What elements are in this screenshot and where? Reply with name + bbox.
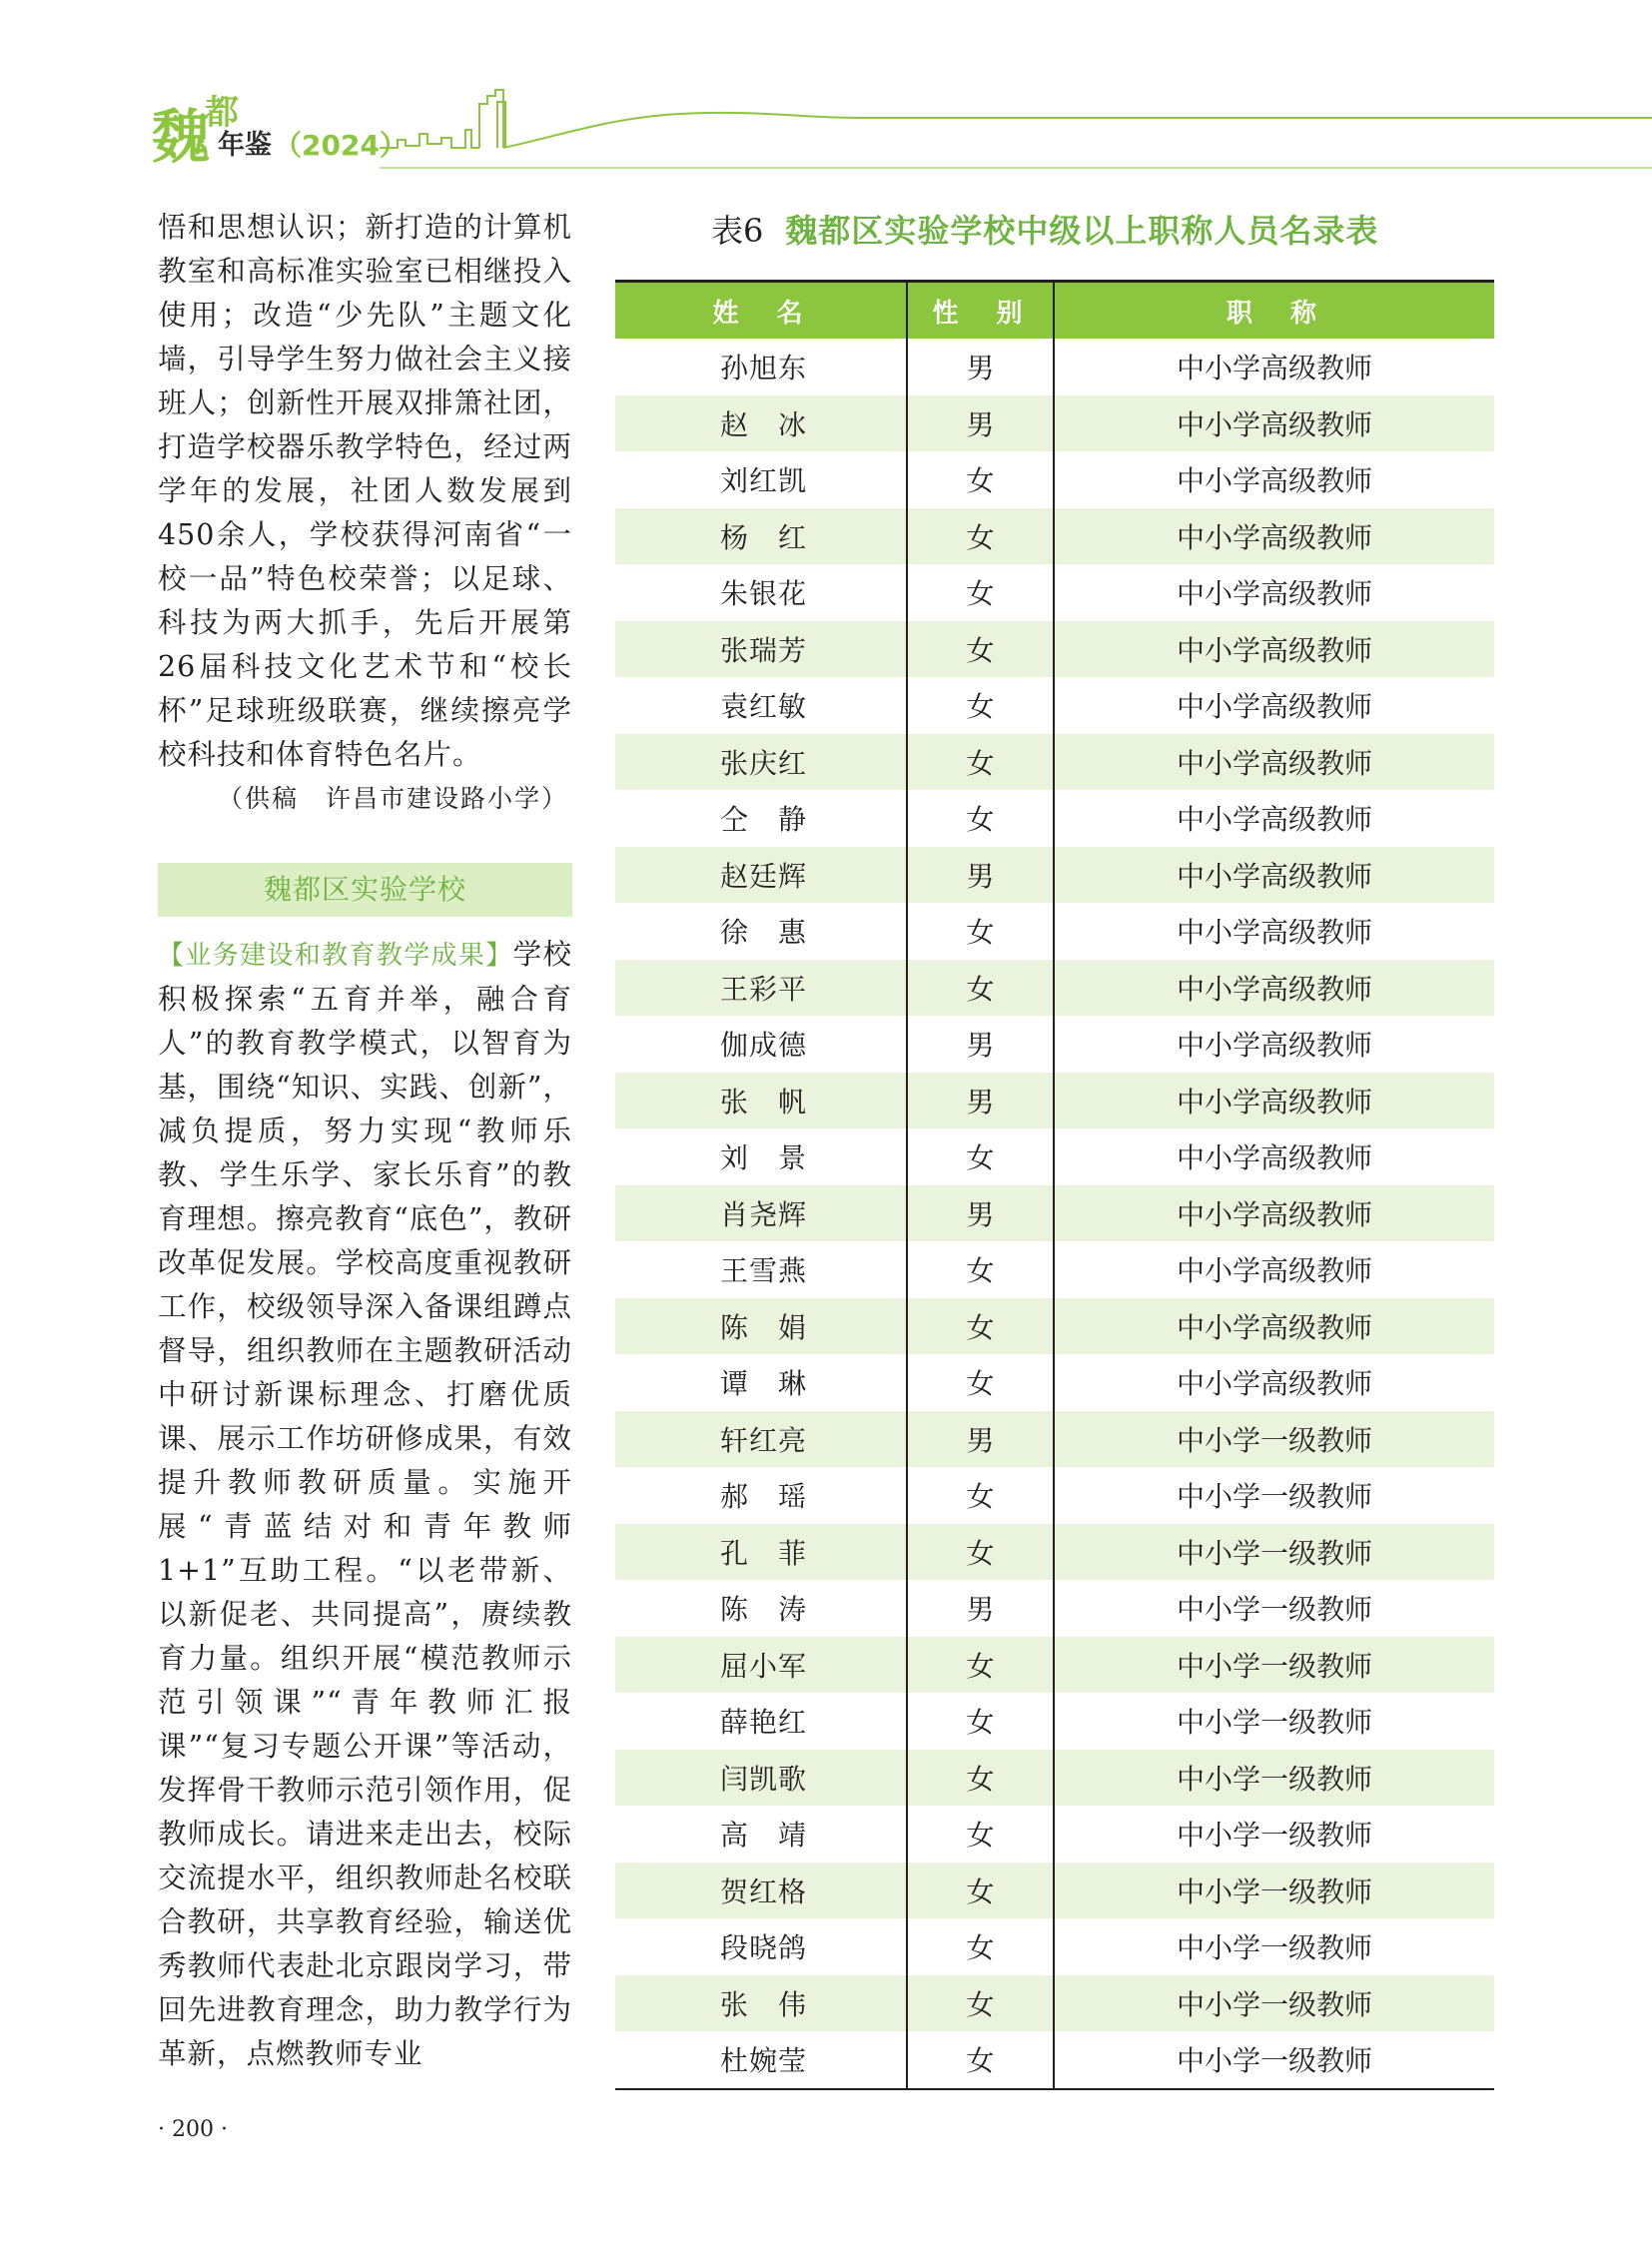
page-number: · 200 · (158, 2117, 228, 2142)
cell-name: 张庆红 (615, 734, 907, 791)
cell-gender: 女 (907, 1354, 1054, 1411)
cell-name: 杨 红 (615, 508, 907, 565)
table-row (615, 339, 1494, 395)
table-row (615, 1975, 1494, 2032)
cell-gender: 女 (907, 564, 1054, 621)
table-row (615, 1467, 1494, 1524)
cell-title: 中小学一级教师 (1176, 1649, 1372, 1683)
table-row (615, 1750, 1494, 1807)
left-column (158, 206, 572, 2076)
table-row (615, 1580, 1494, 1637)
paragraph-keyword: 【业务建设和教育教学成果】 (158, 941, 513, 971)
cell-gender: 女 (907, 1241, 1054, 1298)
cell-title: 中小学高级教师 (1176, 464, 1372, 498)
cell-gender: 女 (907, 1637, 1054, 1694)
table-body (615, 339, 1494, 2089)
cell-gender: 女 (907, 2031, 1054, 2089)
table-row (615, 2031, 1494, 2089)
table-row (615, 1806, 1494, 1863)
cell-gender: 女 (907, 677, 1054, 734)
header-name: 姓 名 (615, 282, 907, 340)
cell-name: 段晓鸽 (615, 1918, 907, 1975)
cell-name: 刘红凯 (615, 451, 907, 508)
table-row (615, 1073, 1494, 1129)
cell-gender: 女 (907, 1298, 1054, 1355)
page-header (0, 0, 1652, 180)
cell-title: 中小学一级教师 (1176, 1819, 1372, 1853)
cell-title: 中小学一级教师 (1176, 1931, 1372, 1965)
cell-title: 中小学一级教师 (1176, 1762, 1372, 1796)
cell-name: 张 伟 (615, 1975, 907, 2032)
paragraph-body (158, 933, 572, 2076)
cell-gender: 女 (907, 1863, 1054, 1919)
cell-title: 中小学高级教师 (1176, 746, 1372, 780)
cell-title: 中小学高级教师 (1176, 1367, 1372, 1401)
cell-name: 谭 琳 (615, 1354, 907, 1411)
cell-name: 赵廷辉 (615, 847, 907, 904)
cell-name: 孔 菲 (615, 1524, 907, 1581)
table-row (615, 1693, 1494, 1750)
cell-gender: 女 (907, 1806, 1054, 1863)
cell-title: 中小学高级教师 (1176, 407, 1372, 441)
cell-title: 中小学一级教师 (1176, 1706, 1372, 1740)
logo-wei: 魏 (152, 103, 211, 171)
cell-gender: 男 (907, 1411, 1054, 1468)
cell-gender: 男 (907, 339, 1054, 395)
cell-gender: 女 (907, 790, 1054, 847)
cell-name: 高 靖 (615, 1806, 907, 1863)
cell-title: 中小学一级教师 (1054, 2031, 1494, 2089)
cell-gender: 女 (907, 1750, 1054, 1807)
staff-table (615, 280, 1494, 2090)
cell-title: 中小学高级教师 (1176, 972, 1372, 1006)
cell-name: 张 帆 (615, 1073, 907, 1129)
cell-title: 中小学高级教师 (1176, 803, 1372, 837)
cell-title: 中小学高级教师 (1176, 1310, 1372, 1344)
cell-name: 陈 涛 (615, 1580, 907, 1637)
table-row (615, 1411, 1494, 1468)
table-row (615, 1354, 1494, 1411)
cell-name: 刘 景 (615, 1128, 907, 1185)
table-row (615, 790, 1494, 847)
cell-title: 中小学高级教师 (1176, 690, 1372, 724)
cell-name: 屈小军 (615, 1637, 907, 1694)
table-row (615, 1637, 1494, 1694)
cell-title: 中小学高级教师 (1176, 577, 1372, 611)
header-gender: 性 别 (907, 282, 1054, 340)
table-row (615, 1918, 1494, 1975)
cell-name: 郝 瑶 (615, 1467, 907, 1524)
table-row (615, 960, 1494, 1017)
cell-gender: 男 (907, 395, 1054, 452)
cell-gender: 女 (907, 1467, 1054, 1524)
table-row (615, 1241, 1494, 1298)
cell-title: 中小学高级教师 (1176, 1029, 1372, 1063)
paragraph-body-text: 学校积极探索“五育并举，融合育人”的教育教学模式，以智育为基，围绕“知识、实践、创新”，减负提质，努力实现“教师乐教、学生乐学、家长乐育”的教育理想。擦亮教育“底色”，教研改革促发展。学校高度重视教研工作，校级领导深入备课组蹲点督导，组织教师在主题教研活动中研讨新课标理念、打磨优质课、展示工作坊研修成果，有效提升教师教研质量。实施开展“青蓝结对和青年教师1+1”互助工程。“以老带新、以新促老、共同提高”，赓续教育力量。组织开展“模范教师示范引领课”“青年教师汇报课”“复习专题公开课”等活动，发挥骨干教师示范引领作用，促教师成长。请进来走出去，校际交流提水平，组织教师赴名校联合教研，共享教育经验，输送优秀教师代表赴北京跟岗学习，带回先进教育理念，助力教学行为革新，点燃教师专业 (158, 938, 572, 2070)
table-row (615, 847, 1494, 904)
cell-name: 轩红亮 (615, 1411, 907, 1468)
cell-name: 伽成德 (615, 1016, 907, 1073)
cell-name: 王雪燕 (615, 1241, 907, 1298)
table-row (615, 903, 1494, 960)
cell-title: 中小学高级教师 (1176, 1141, 1372, 1175)
cell-name: 闫凯歌 (615, 1750, 907, 1807)
cell-gender: 女 (907, 1128, 1054, 1185)
cell-gender: 女 (907, 1975, 1054, 2032)
logo-nianjian: 年鉴 (218, 130, 272, 161)
cell-title: 中小学高级教师 (1176, 916, 1372, 950)
cell-title: 中小学一级教师 (1176, 1593, 1372, 1627)
cell-gender: 女 (907, 451, 1054, 508)
cell-title: 中小学一级教师 (1176, 1423, 1372, 1457)
cell-gender: 女 (907, 1918, 1054, 1975)
cell-gender: 女 (907, 1693, 1054, 1750)
table-title: 魏都区实验学校中级以上职称人员名录表 (785, 212, 1379, 250)
section-heading: 魏都区实验学校 (158, 863, 572, 917)
header-title: 职 称 (1054, 282, 1494, 340)
table-row (615, 1185, 1494, 1242)
cell-name: 王彩平 (615, 960, 907, 1017)
cell-name: 赵 冰 (615, 395, 907, 452)
logo-year: （2024） (274, 129, 408, 162)
table-row (615, 1863, 1494, 1919)
cell-title: 中小学一级教师 (1176, 1536, 1372, 1570)
table-row (615, 1524, 1494, 1581)
cell-gender: 男 (907, 1185, 1054, 1242)
cell-name: 陈 娟 (615, 1298, 907, 1355)
cell-gender: 男 (907, 847, 1054, 904)
cell-name: 朱银花 (615, 564, 907, 621)
table-number: 表6 (711, 212, 764, 250)
table-row (615, 1128, 1494, 1185)
table-row (615, 1016, 1494, 1073)
cell-gender: 女 (907, 960, 1054, 1017)
paragraph-intro: 悟和思想认识；新打造的计算机教室和高标准实验室已相继投入使用；改造“少先队”主题文化墙，引导学生努力做社会主义接班人；创新性开展双排箫社团，打造学校器乐教学特色，经过两学年的发展，社团人数发展到450余人，学校获得河南省“一校一品”特色校荣誉；以足球、科技为两大抓手，先后开展第26届科技文化艺术节和“校长杯”足球班级联赛，继续擦亮学校科技和体育特色名片。 (158, 211, 572, 771)
cell-gender: 男 (907, 1580, 1054, 1637)
cell-gender: 女 (907, 903, 1054, 960)
cell-name: 徐 惠 (615, 903, 907, 960)
cell-title: 中小学一级教师 (1176, 1480, 1372, 1514)
skyline-decoration (380, 84, 1652, 176)
cell-name: 贺红格 (615, 1863, 907, 1919)
cell-title: 中小学高级教师 (1176, 1254, 1372, 1288)
table-row (615, 395, 1494, 452)
cell-gender: 女 (907, 508, 1054, 565)
cell-name: 仝 静 (615, 790, 907, 847)
table-caption (711, 208, 1378, 254)
cell-gender: 女 (907, 1524, 1054, 1581)
source-credit: （供稿 许昌市建设路小学） (217, 784, 568, 813)
logo-du: 都 (205, 93, 239, 133)
cell-gender: 女 (907, 621, 1054, 678)
cell-name: 薛艳红 (615, 1693, 907, 1750)
table-row (615, 1298, 1494, 1355)
cell-gender: 女 (907, 734, 1054, 791)
table-row (615, 451, 1494, 508)
table-row (615, 508, 1494, 565)
table-row (615, 564, 1494, 621)
cell-gender: 男 (907, 1073, 1054, 1129)
cell-title: 中小学一级教师 (1176, 1874, 1372, 1908)
cell-name: 袁红敏 (615, 677, 907, 734)
cell-title: 中小学高级教师 (1176, 1085, 1372, 1119)
cell-name: 张瑞芳 (615, 621, 907, 678)
cell-name: 杜婉莹 (615, 2031, 907, 2089)
cell-title: 中小学高级教师 (1176, 352, 1372, 385)
cell-gender: 男 (907, 1016, 1054, 1073)
table-row (615, 621, 1494, 678)
table-header-row (615, 282, 1494, 340)
cell-name: 孙旭东 (615, 339, 907, 395)
cell-title: 中小学高级教师 (1176, 633, 1372, 667)
cell-title: 中小学高级教师 (1176, 520, 1372, 554)
cell-title: 中小学高级教师 (1176, 859, 1372, 893)
table-row (615, 734, 1494, 791)
cell-name: 肖尧辉 (615, 1185, 907, 1242)
cell-title: 中小学高级教师 (1176, 1197, 1372, 1231)
table-row (615, 677, 1494, 734)
cell-title: 中小学一级教师 (1176, 1987, 1372, 2021)
